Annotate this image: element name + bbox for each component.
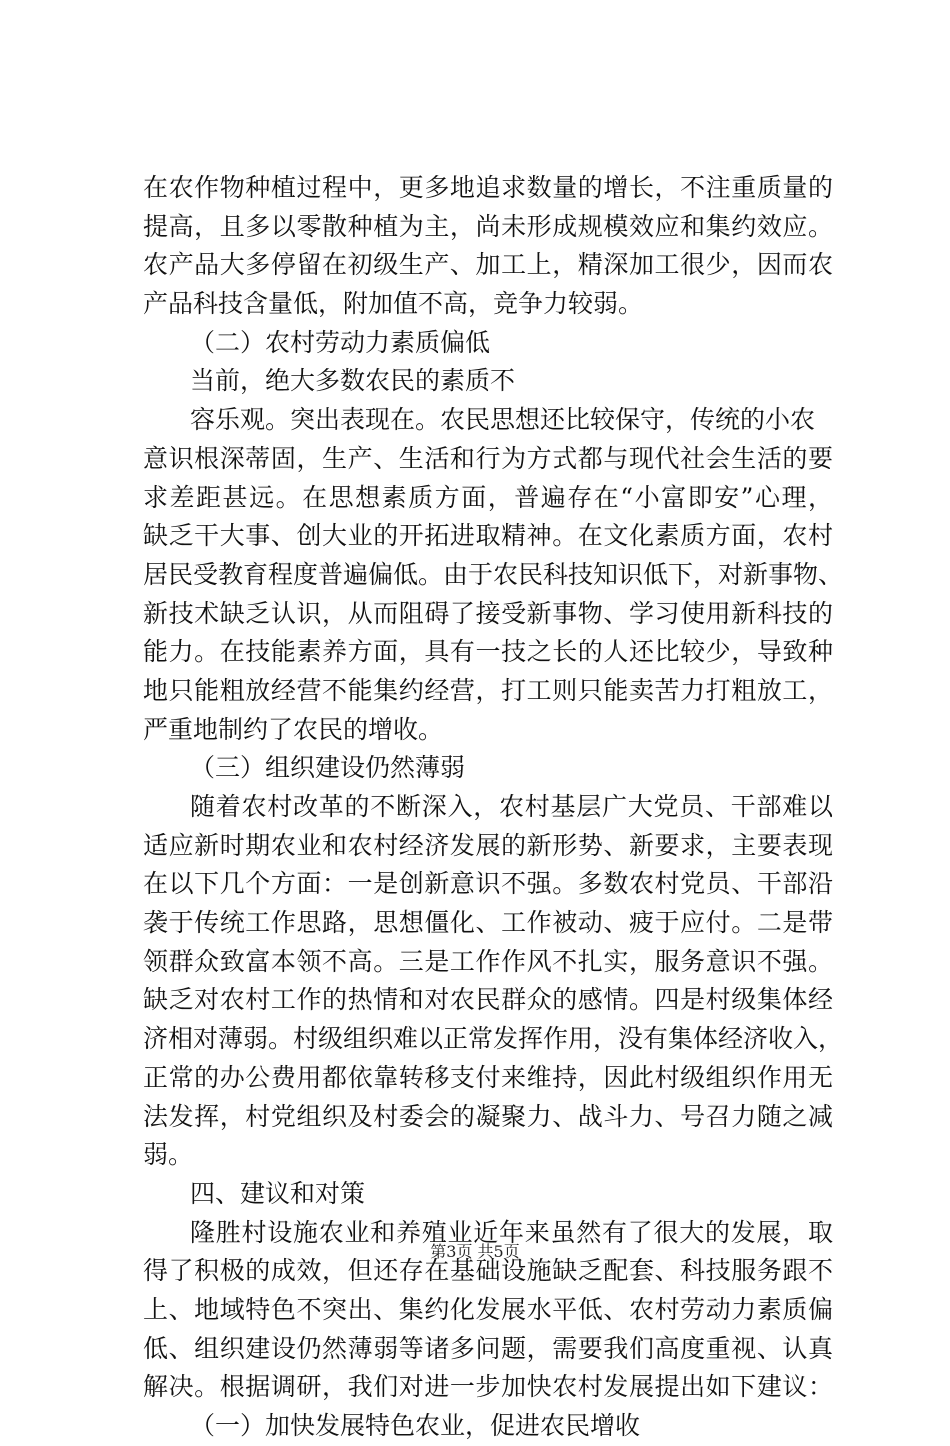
body-line: 能力。在技能素养方面，具有一技之长的人还比较少，导致种 <box>143 637 833 667</box>
body-line: 容乐观。突出表现在。农民思想还比较保守，传统的小农 <box>190 405 816 435</box>
body-line: 在农作物种植过程中，更多地追求数量的增长，不注重质量的 <box>143 173 833 202</box>
body-line: 求差距甚远。在思想素质方面，普遍存在“小富即安”心理， <box>143 482 833 512</box>
section-heading: （二）农村劳动力素质偏低 <box>190 327 491 357</box>
body-line: 农产品大多停留在初级生产、加工上，精深加工很少，因而农 <box>143 250 833 280</box>
body-line: 领群众致富本领不高。三是工作作风不扎实，服务意识不强。 <box>143 946 833 976</box>
body-line: 上、地域特色不突出、集约化发展水平低、农村劳动力素质偏 <box>143 1294 833 1324</box>
body-line: 法发挥，村党组织及村委会的凝聚力、战斗力、号召力随之减 <box>143 1101 833 1131</box>
body-line: 袭于传统工作思路，思想僵化、工作被动、疲于应付。二是带 <box>143 908 833 938</box>
body-line: 地只能粗放经营不能集约经营，打工则只能卖苦力打粗放工， <box>143 675 833 705</box>
body-line: 正常的办公费用都依靠转移支付来维持，因此村级组织作用无 <box>143 1062 833 1092</box>
section-heading: 四、建议和对策 <box>190 1178 366 1208</box>
body-line: 当前，绝大多数农民的素质不 <box>190 366 516 396</box>
body-line: 居民受教育程度普遍偏低。由于农民科技知识低下，对新事物、 <box>143 559 844 589</box>
body-line: 低、组织建设仍然薄弱等诸多问题，需要我们高度重视、认真 <box>143 1333 833 1363</box>
body-line: 适应新时期农业和农村经济发展的新形势、新要求，主要表现 <box>143 830 833 860</box>
body-line: 随着农村改革的不断深入，农村基层广大党员、干部难以 <box>190 792 833 821</box>
body-line: 缺乏对农村工作的热情和对农民群众的感情。四是村级集体经 <box>143 985 833 1015</box>
body-line: 意识根深蒂固，生产、生活和行为方式都与现代社会生活的要 <box>143 443 833 473</box>
body-line: 在以下几个方面：一是创新意识不强。多数农村党员、干部沿 <box>143 869 833 899</box>
body-line: 新技术缺乏认识，从而阻碍了接受新事物、学习使用新科技的 <box>143 598 833 628</box>
section-heading: （一）加快发展特色农业，促进农民增收 <box>190 1411 641 1440</box>
page-footer: 第3页 共5页 <box>430 1242 520 1261</box>
body-line: 提高，且多以零散种植为主，尚未形成规模效应和集约效应。 <box>143 211 833 241</box>
body-line: 济相对薄弱。村级组织难以正常发挥作用，没有集体经济收入， <box>143 1024 844 1054</box>
section-heading: （三）组织建设仍然薄弱 <box>190 753 466 783</box>
body-line: 严重地制约了农民的增收。 <box>143 714 444 744</box>
body-line: 弱。 <box>143 1140 194 1170</box>
body-line: 隆胜村设施农业和养殖业近年来虽然有了很大的发展，取 <box>190 1217 833 1247</box>
body-line: 缺乏干大事、创大业的开拓进取精神。在文化素质方面，农村 <box>143 521 833 551</box>
body-line: 产品科技含量低，附加值不高，竞争力较弱。 <box>143 289 644 319</box>
body-line: 解决。根据调研，我们对进一步加快农村发展提出如下建议： <box>143 1372 833 1402</box>
body-line: 得了积极的成效，但还存在基础设施缺乏配套、科技服务跟不 <box>143 1256 833 1286</box>
